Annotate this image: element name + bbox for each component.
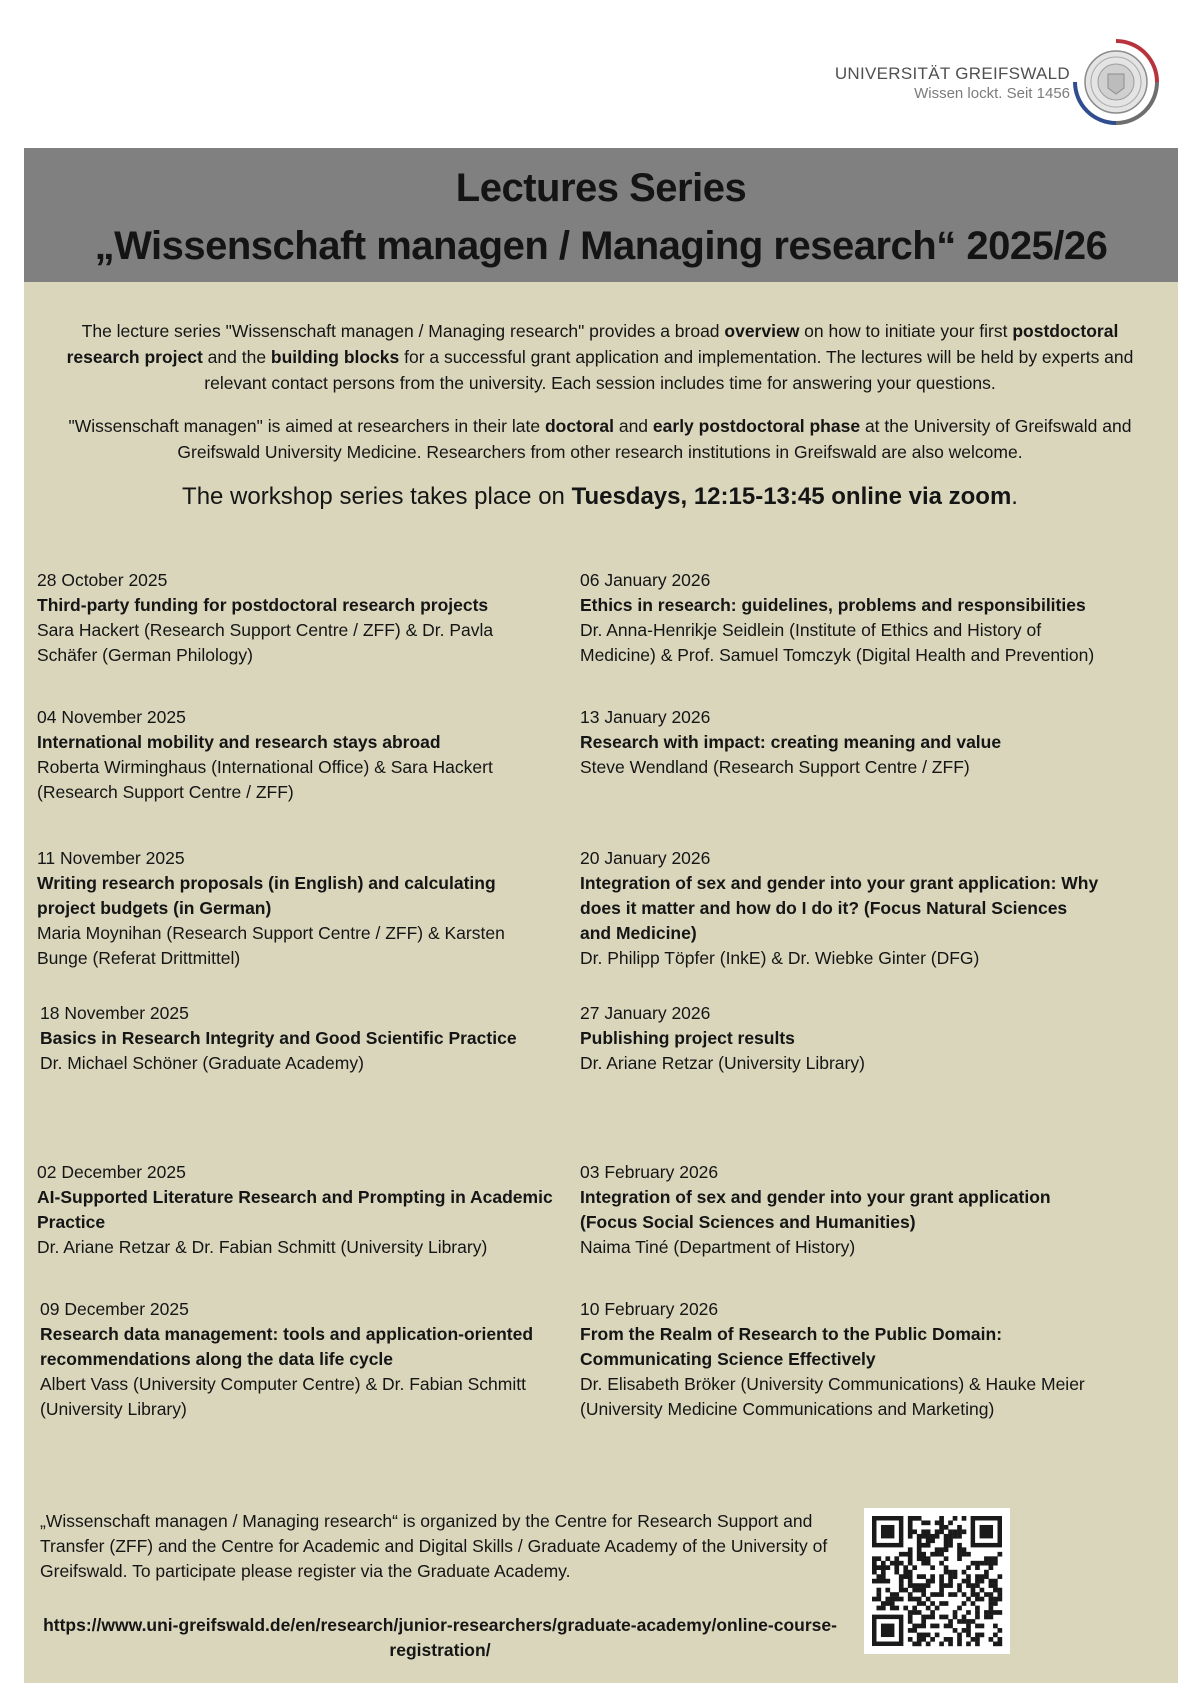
- page-title: „Wissenschaft managen / Managing research“ 2025/26: [94, 224, 1108, 268]
- session-speakers: Dr. Philipp Töpfer (InkE) & Dr. Wiebke Ginter (DFG): [580, 948, 980, 968]
- qr-code-icon[interactable]: [864, 1508, 1010, 1654]
- session-speakers: Roberta Wirminghaus (International Office) & Sara Hackert (Research Support Centre / ZFF): [37, 757, 493, 802]
- session-date: 20 January 2026: [580, 848, 711, 868]
- session-date: 02 December 2025: [37, 1162, 186, 1182]
- session-date: 13 January 2026: [580, 707, 711, 727]
- session-10: [580, 1160, 1100, 1260]
- session-4: [40, 1001, 560, 1076]
- session-6: [580, 568, 1100, 668]
- session-date: 27 January 2026: [580, 1003, 711, 1023]
- session-title: Integration of sex and gender into your grant application (Focus Social Sciences and Humanities): [580, 1187, 1051, 1232]
- session-2: [37, 705, 557, 805]
- schedule-note: The workshop series takes place on Tuesdays, 12:15-13:45 online via zoom.: [182, 483, 1018, 510]
- session-title: Research with impact: creating meaning and value: [580, 732, 1002, 752]
- university-name: UNIVERSITÄT GREIFSWALD: [834, 64, 1070, 83]
- session-title: International mobility and research stays abroad: [37, 732, 441, 752]
- session-speakers: Sara Hackert (Research Support Centre / ZFF) & Dr. Pavla Schäfer (German Philology): [37, 620, 494, 665]
- session-speakers: Dr. Michael Schöner (Graduate Academy): [40, 1053, 364, 1073]
- session-title: Writing research proposals (in English) and calculating project budgets (in German): [37, 873, 496, 918]
- session-title: AI-Supported Literature Research and Prompting in Academic Practice: [37, 1187, 553, 1232]
- session-title: Research data management: tools and application-oriented recommendations along the data life cycle: [40, 1324, 534, 1369]
- session-date: 18 November 2025: [40, 1003, 189, 1023]
- session-date: 04 November 2025: [37, 707, 186, 727]
- session-speakers: Dr. Ariane Retzar & Dr. Fabian Schmitt (University Library): [37, 1237, 488, 1257]
- session-speakers: Dr. Anna-Henrikje Seidlein (Institute of Ethics and History of Medicine) & Prof. Samuel Tomczyk (Digital Health and Prevention): [580, 620, 1095, 665]
- session-date: 11 November 2025: [37, 848, 185, 868]
- session-speakers: Dr. Ariane Retzar (University Library): [580, 1053, 865, 1073]
- title-banner: [24, 148, 1178, 282]
- session-speakers: Naima Tiné (Department of History): [580, 1237, 856, 1257]
- registration-link[interactable]: https://www.uni-greifswald.de/en/research/junior-researchers/graduate-academy/online-course-registration/: [43, 1615, 837, 1660]
- session-date: 03 February 2026: [580, 1162, 719, 1182]
- session-date: 06 January 2026: [580, 570, 711, 590]
- session-1: [37, 568, 557, 668]
- session-speakers: Albert Vass (University Computer Centre) & Dr. Fabian Schmitt (University Library): [40, 1374, 526, 1419]
- session-9: [580, 1001, 1100, 1076]
- series-label: Lectures Series: [455, 166, 747, 210]
- university-logo: [834, 38, 1160, 130]
- session-title: From the Realm of Research to the Public Domain: Communicating Science Effectively: [580, 1324, 1003, 1369]
- university-seal-icon: [1072, 38, 1160, 126]
- university-tagline: Wissen lockt. Seit 1456: [914, 85, 1070, 102]
- session-8: [580, 846, 1100, 971]
- session-5: [37, 1160, 557, 1260]
- session-date: 10 February 2026: [580, 1299, 719, 1319]
- session-7: [580, 705, 1100, 780]
- session-3: [37, 846, 557, 971]
- session-title: Publishing project results: [580, 1028, 795, 1048]
- session-title: Third-party funding for postdoctoral research projects: [37, 595, 489, 615]
- session-title: Ethics in research: guidelines, problems and responsibilities: [580, 595, 1086, 615]
- session-11: [580, 1297, 1100, 1422]
- session-date: 28 October 2025: [37, 570, 168, 590]
- intro-overview: The lecture series "Wissenschaft managen / Managing research" provides a broad overview on how to initiate your first postdoctoral research project and the building blocks for a successful grant application and implementation. The lectures will be held by experts and relevant contact persons from the university. Each session includes time for answering your questions.: [66, 321, 1134, 393]
- intro-audience: "Wissenschaft managen" is aimed at researchers in their late doctoral and early postdoctoral phase at the University of Greifswald and Greifswald University Medicine. Researchers from other research institutions in Greifswald are also welcome.: [68, 416, 1132, 462]
- session-title: Integration of sex and gender into your grant application: Why does it matter and how do I do it? (Focus Natural Sciences and Medicine): [580, 873, 1099, 943]
- organizer-note: „Wissenschaft managen / Managing research“ is organized by the Centre for Research Support and Transfer (ZFF) and the Centre for Academic and Digital Skills / Graduate Academy of the University of Greifswald. To participate please register via the Graduate Academy.: [40, 1511, 828, 1581]
- session-date: 09 December 2025: [40, 1299, 189, 1319]
- session-speakers: Steve Wendland (Research Support Centre / ZFF): [580, 757, 970, 777]
- session-speakers: Maria Moynihan (Research Support Centre / ZFF) & Karsten Bunge (Referat Drittmittel): [37, 923, 505, 968]
- session-speakers: Dr. Elisabeth Bröker (University Communications) & Hauke Meier (University Medicine Communications and Marketing): [580, 1374, 1085, 1419]
- logo-wordmark: [835, 63, 1070, 103]
- session-title: Basics in Research Integrity and Good Scientific Practice: [40, 1028, 517, 1048]
- session-5b: [40, 1297, 560, 1422]
